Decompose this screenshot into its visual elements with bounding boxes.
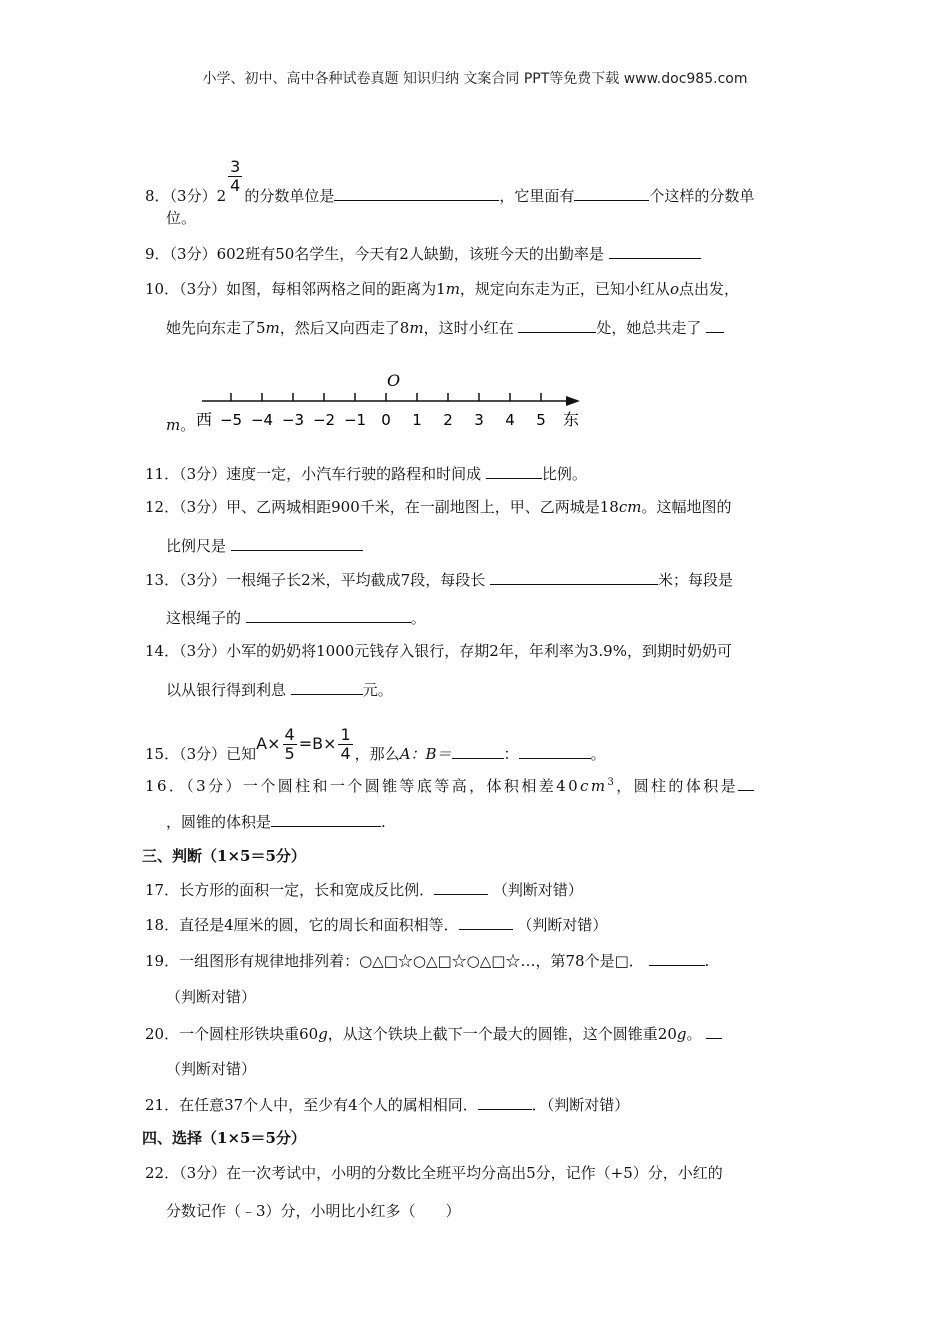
tick-label: −2 (312, 411, 336, 429)
q12-text-a: 12．（3分）甲、乙两城相距900千米，在一副地图上，甲、乙两城是18 (145, 498, 619, 516)
question-12-line-1 (145, 496, 732, 518)
question-22-line-1: 22．（3分）在一次考试中，小明的分数比全班平均分高出5分，记作（+5）分，小红的 (145, 1164, 723, 1182)
q20-text-b: ，从这个铁块上截下一个最大的圆锥，这个圆锥重20 (327, 1025, 677, 1043)
q16-text-b: ，圆柱的体积是 (616, 777, 739, 795)
q9-blank[interactable] (609, 242, 701, 259)
q15-blank-2[interactable] (519, 742, 591, 759)
section-3-heading: 三、判断（1×5＝5分） (142, 847, 306, 865)
q19-text-a: 19．一组图形有规律地排列着：○△□☆○△□☆○△□☆…，第78个是□． (145, 952, 644, 970)
q12-text-c: 比例尺是 (166, 537, 227, 555)
tick-label: 1 (412, 411, 422, 429)
q8-fraction (228, 158, 242, 195)
question-12-line-2 (166, 534, 363, 557)
q14-text-b: 元。 (362, 681, 393, 699)
q21-text-a: 21．在任意37个人中，至少有4个人的属相相同． (145, 1096, 478, 1114)
question-8 (145, 158, 754, 207)
q9-text: 9．（3分）602班有50名学生，今天有2人缺勤，该班今天的出勤率是 (145, 245, 604, 263)
q8-frac-num: 3 (230, 157, 241, 176)
tick-label: 3 (474, 411, 484, 429)
q17-text-b: （判断对错） (492, 881, 583, 899)
q15-text-a: 15．（3分）已知 (145, 745, 257, 763)
q8-text-c: 个这样的分数单 (649, 187, 755, 205)
q21-text-b: ．（判断对错） (531, 1096, 630, 1114)
tick-label: 0 (381, 411, 391, 429)
question-10-line-1 (145, 278, 739, 300)
tick-label: −3 (281, 411, 305, 429)
q10-text-7: 处，她总共走了 (596, 319, 702, 337)
q10-text-8: 。 (180, 416, 196, 434)
tick-label: −4 (250, 411, 274, 429)
q8-frac-den: 4 (230, 176, 241, 195)
q15-frac1-num: 4 (284, 725, 295, 744)
q15-frac2-num: 1 (340, 725, 351, 744)
q20-judge-note: （判断对错） (166, 1060, 257, 1078)
q13-blank-2[interactable] (246, 606, 411, 623)
question-17 (145, 878, 583, 901)
q10-unit-1: m (445, 280, 460, 298)
q15-fraction-2 (338, 726, 352, 763)
question-9 (145, 242, 701, 265)
tick-label: 2 (443, 411, 453, 429)
q15-text-b: ，那么 (354, 745, 400, 763)
number-line-ticks (220, 393, 546, 429)
q16-text-d: . (381, 813, 386, 831)
q12-blank[interactable] (231, 534, 363, 551)
question-20 (145, 1022, 722, 1045)
q16-blank-1[interactable] (738, 774, 754, 791)
q10-text-4: 她先向东走了5 (166, 319, 266, 337)
q18-blank[interactable] (459, 913, 513, 930)
tick-label: −1 (343, 411, 367, 429)
q15-formula-b: =B× (298, 734, 337, 753)
question-11 (145, 462, 587, 485)
q11-blank[interactable] (486, 462, 542, 479)
east-label: 东 (563, 410, 580, 429)
tick-label: −5 (219, 411, 243, 429)
q21-blank[interactable] (478, 1093, 532, 1110)
q11-text-a: 11．（3分）速度一定，小汽车行驶的路程和时间成 (145, 465, 482, 483)
question-10-line-2 (166, 316, 724, 339)
question-16-line-2 (166, 810, 386, 833)
page-header: 小学、初中、高中各种试卷真题 知识归纳 文案合同 PPT等免费下载 www.doc985.com (202, 71, 748, 87)
q19-blank[interactable] (649, 949, 705, 966)
q16-unit-exponent: 3 (607, 777, 617, 788)
q16-text-c: ，圆锥的体积是 (166, 813, 272, 831)
q13-text-a: 13．（3分）一根绳子长2米，平均截成7段，每段长 (145, 571, 486, 589)
q10-unit-2: m (265, 319, 280, 337)
q10-origin-letter: o (669, 280, 679, 298)
q8-number: 8．（3分）2 (145, 187, 227, 205)
q10-unit-3: m (409, 319, 424, 337)
q11-text-b: 比例。 (541, 465, 587, 483)
question-14-line-2 (166, 678, 393, 701)
q10-text-5: ，然后又向西走了8 (279, 319, 410, 337)
tick-label: 4 (505, 411, 515, 429)
q16-blank-2[interactable] (271, 810, 381, 827)
question-14-line-1: 14．（3分）小军的奶奶将1000元钱存入银行，存期2年，年利率为3.9%，到期时奶奶可 (145, 642, 732, 660)
q10-text-2: ，规定向东走为正，已知小红从 (459, 280, 670, 298)
question-15 (145, 724, 606, 774)
q16-text-a: 16．（3分）一个圆柱和一个圆锥等底等高，体积相差40 (145, 777, 581, 795)
q10-text-1: 10．（3分）如图，每相邻两格之间的距离为1 (145, 280, 446, 298)
west-label: 西 (196, 410, 213, 429)
q19-text-b: . (704, 952, 710, 970)
q18-text-b: （判断对错） (517, 916, 608, 934)
q15-fraction-1 (283, 726, 297, 763)
q10-text-3: 点出发， (678, 280, 739, 298)
q20-unit-1: g (318, 1025, 328, 1043)
q8-continuation: 位。 (166, 209, 197, 227)
q12-unit: cm (618, 498, 642, 516)
question-16-line-1 (145, 772, 754, 797)
q15-frac1-den: 5 (284, 744, 295, 763)
number-line-arrow (566, 396, 580, 406)
q17-blank[interactable] (434, 878, 488, 895)
q15-blank-1[interactable] (452, 742, 504, 759)
q17-text-a: 17．长方形的面积一定，长和宽成反比例． (145, 881, 435, 899)
q14-text-a: 以从银行得到利息 (166, 681, 287, 699)
q20-unit-2: g (676, 1025, 687, 1043)
question-19 (145, 949, 709, 972)
q8-blank-2[interactable] (574, 184, 649, 201)
question-22-line-2: 分数记作（﹣3）分，小明比小红多（ ） (166, 1202, 461, 1220)
q15-formula-a: A× (256, 734, 281, 753)
q15-formula (256, 725, 355, 763)
q15-frac2-den: 4 (340, 744, 351, 763)
q10-blank-2[interactable] (706, 316, 724, 333)
q8-blank-1[interactable] (334, 184, 499, 201)
q14-blank[interactable] (291, 678, 363, 695)
question-13-line-2 (166, 606, 426, 629)
q16-unit: cm (580, 777, 608, 795)
tick-label: 5 (536, 411, 546, 429)
q13-blank-1[interactable] (490, 568, 658, 585)
q15-text-c: A：B＝ (399, 745, 452, 763)
q13-text-d: 。 (410, 609, 426, 627)
q15-text-d: ： (503, 745, 519, 763)
q18-text-a: 18．直径是4厘米的圆，它的周长和面积相等． (145, 916, 459, 934)
q13-text-c: 这根绳子的 (166, 609, 242, 627)
q20-text-c: 。 (686, 1025, 702, 1043)
origin-label: O (387, 371, 401, 390)
question-18 (145, 913, 607, 936)
question-13-line-1 (145, 568, 733, 591)
question-21 (145, 1093, 629, 1116)
section-4-heading: 四、选择（1×5＝5分） (142, 1129, 306, 1147)
q20-text-a: 20．一个圆柱形铁块重60 (145, 1025, 319, 1043)
q8-text-b: ，它里面有 (499, 187, 575, 205)
q12-text-b: 。这幅地图的 (641, 498, 732, 516)
q15-text-e: 。 (590, 745, 606, 763)
number-line-figure (160, 365, 590, 437)
q10-unit-4: m (166, 416, 181, 434)
q19-judge-note: （判断对错） (166, 988, 257, 1006)
q13-text-b: 米；每段是 (658, 571, 734, 589)
q10-line-3 (166, 414, 195, 436)
q10-blank-1[interactable] (518, 316, 596, 333)
q20-blank[interactable] (706, 1022, 722, 1039)
q10-text-6: ，这时小红在 (423, 319, 514, 337)
q8-text-a: 的分数单位是 (244, 187, 335, 205)
